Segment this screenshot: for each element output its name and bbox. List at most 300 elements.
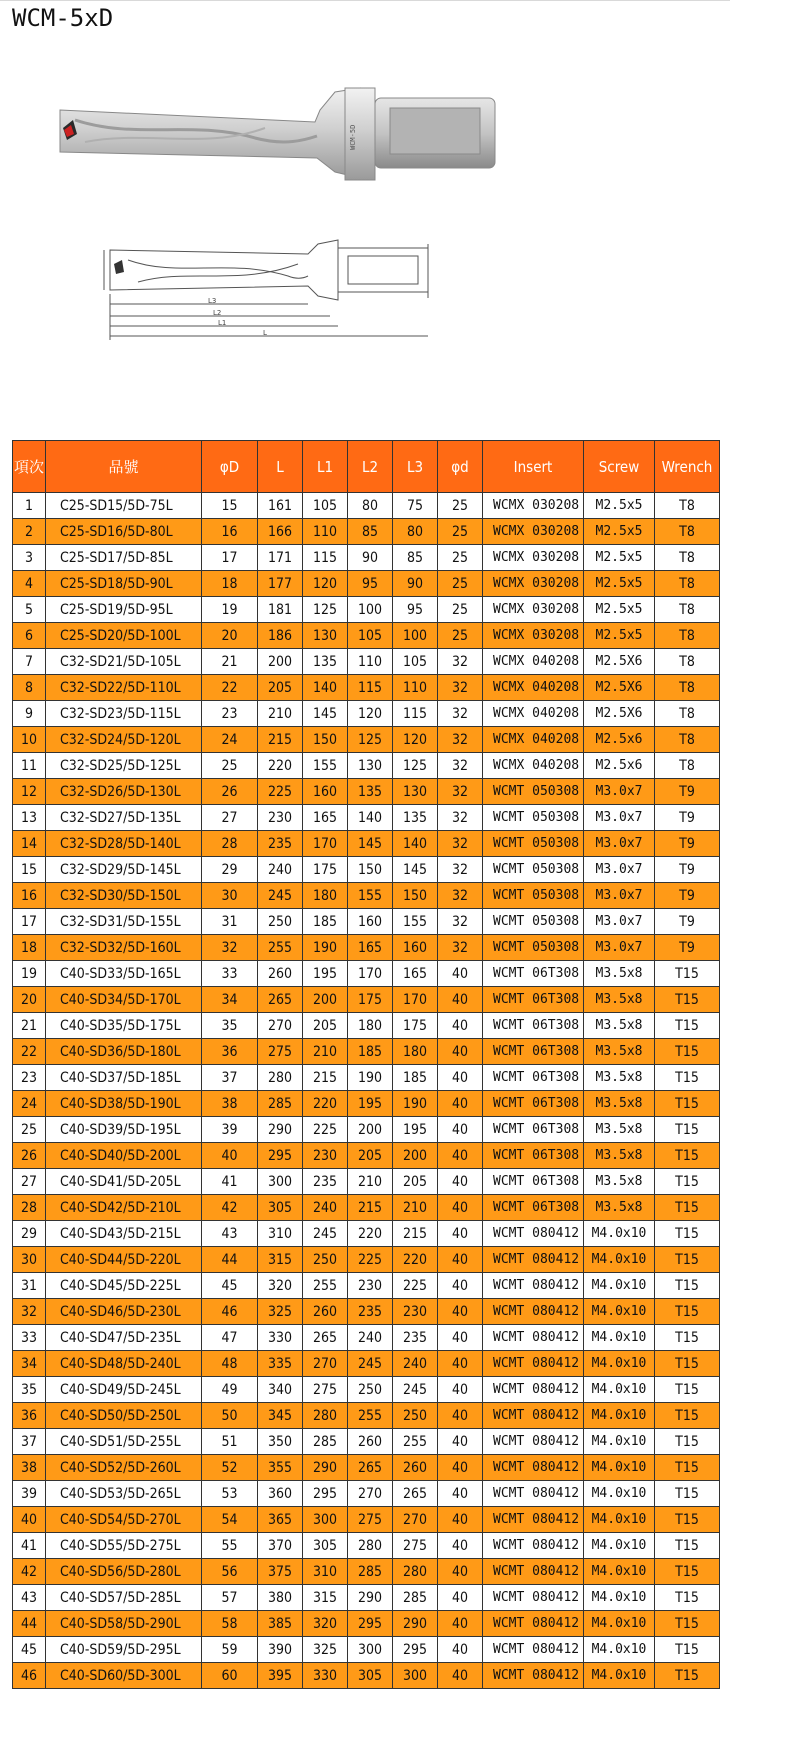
part-number-cell: C32-SD27/5D-135L <box>46 805 202 831</box>
table-row <box>13 1221 720 1247</box>
screw-size-cell: M2.5X6 <box>584 649 655 675</box>
diameter-D-cell: 40 <box>202 1143 258 1169</box>
length-L2-cell: 145 <box>348 831 393 857</box>
length-L-cell: 186 <box>258 623 303 649</box>
shank-diameter-cell: 32 <box>438 805 483 831</box>
row-number-cell: 46 <box>13 1663 46 1689</box>
part-number-cell: C40-SD34/5D-170L <box>46 987 202 1013</box>
length-L-cell: 255 <box>258 935 303 961</box>
wrench-size-cell: T15 <box>655 1403 720 1429</box>
length-L1-cell: 165 <box>303 805 348 831</box>
diameter-D-cell: 44 <box>202 1247 258 1273</box>
length-L3-cell: 95 <box>393 597 438 623</box>
length-L2-cell: 130 <box>348 753 393 779</box>
insert-code-cell: WCMT 050308 <box>483 779 584 805</box>
shank-diameter-cell: 32 <box>438 779 483 805</box>
length-L-cell: 235 <box>258 831 303 857</box>
part-number-cell: C40-SD48/5D-240L <box>46 1351 202 1377</box>
length-L3-cell: 130 <box>393 779 438 805</box>
row-number-cell: 45 <box>13 1637 46 1663</box>
table-row <box>13 597 720 623</box>
column-header: Insert <box>483 441 584 493</box>
wrench-size-cell: T15 <box>655 1455 720 1481</box>
length-L3-cell: 235 <box>393 1325 438 1351</box>
page-title: WCM-5xD <box>12 4 114 32</box>
screw-size-cell: M4.0x10 <box>584 1299 655 1325</box>
table-row <box>13 857 720 883</box>
diameter-D-cell: 46 <box>202 1299 258 1325</box>
length-L3-cell: 125 <box>393 753 438 779</box>
row-number-cell: 22 <box>13 1039 46 1065</box>
diameter-D-cell: 45 <box>202 1273 258 1299</box>
length-L3-cell: 215 <box>393 1221 438 1247</box>
shank-diameter-cell: 40 <box>438 961 483 987</box>
screw-size-cell: M4.0x10 <box>584 1481 655 1507</box>
svg-text:L2: L2 <box>213 309 222 317</box>
row-number-cell: 36 <box>13 1403 46 1429</box>
diameter-D-cell: 31 <box>202 909 258 935</box>
table-row <box>13 1299 720 1325</box>
length-L2-cell: 170 <box>348 961 393 987</box>
length-L2-cell: 140 <box>348 805 393 831</box>
screw-size-cell: M2.5x6 <box>584 727 655 753</box>
length-L-cell: 395 <box>258 1663 303 1689</box>
length-L-cell: 355 <box>258 1455 303 1481</box>
part-number-cell: C40-SD38/5D-190L <box>46 1091 202 1117</box>
length-L2-cell: 100 <box>348 597 393 623</box>
wrench-size-cell: T15 <box>655 1299 720 1325</box>
length-L3-cell: 195 <box>393 1117 438 1143</box>
length-L1-cell: 145 <box>303 701 348 727</box>
diameter-D-cell: 36 <box>202 1039 258 1065</box>
shank-diameter-cell: 32 <box>438 909 483 935</box>
diameter-D-cell: 38 <box>202 1091 258 1117</box>
length-L-cell: 215 <box>258 727 303 753</box>
screw-size-cell: M4.0x10 <box>584 1221 655 1247</box>
wrench-size-cell: T15 <box>655 1351 720 1377</box>
column-header: Wrench <box>655 441 720 493</box>
row-number-cell: 6 <box>13 623 46 649</box>
table-row <box>13 1065 720 1091</box>
screw-size-cell: M3.5x8 <box>584 961 655 987</box>
row-number-cell: 19 <box>13 961 46 987</box>
wrench-size-cell: T15 <box>655 1481 720 1507</box>
screw-size-cell: M3.0x7 <box>584 831 655 857</box>
length-L2-cell: 150 <box>348 857 393 883</box>
length-L1-cell: 180 <box>303 883 348 909</box>
screw-size-cell: M3.5x8 <box>584 987 655 1013</box>
shank-diameter-cell: 40 <box>438 1273 483 1299</box>
shank-diameter-cell: 32 <box>438 727 483 753</box>
table-row <box>13 883 720 909</box>
length-L-cell: 290 <box>258 1117 303 1143</box>
insert-code-cell: WCMT 080412 <box>483 1663 584 1689</box>
length-L1-cell: 135 <box>303 649 348 675</box>
insert-code-cell: WCMT 080412 <box>483 1585 584 1611</box>
length-L2-cell: 205 <box>348 1143 393 1169</box>
length-L-cell: 260 <box>258 961 303 987</box>
shank-diameter-cell: 40 <box>438 1663 483 1689</box>
wrench-size-cell: T9 <box>655 857 720 883</box>
length-L-cell: 245 <box>258 883 303 909</box>
part-number-cell: C25-SD16/5D-80L <box>46 519 202 545</box>
wrench-size-cell: T9 <box>655 779 720 805</box>
screw-size-cell: M3.5x8 <box>584 1143 655 1169</box>
insert-code-cell: WCMT 080412 <box>483 1221 584 1247</box>
shank-diameter-cell: 32 <box>438 883 483 909</box>
length-L2-cell: 105 <box>348 623 393 649</box>
length-L3-cell: 225 <box>393 1273 438 1299</box>
length-L3-cell: 205 <box>393 1169 438 1195</box>
screw-size-cell: M4.0x10 <box>584 1585 655 1611</box>
length-L1-cell: 245 <box>303 1221 348 1247</box>
diameter-D-cell: 22 <box>202 675 258 701</box>
screw-size-cell: M4.0x10 <box>584 1377 655 1403</box>
diameter-D-cell: 16 <box>202 519 258 545</box>
wrench-size-cell: T15 <box>655 1039 720 1065</box>
insert-code-cell: WCMT 06T308 <box>483 1091 584 1117</box>
diameter-D-cell: 56 <box>202 1559 258 1585</box>
diameter-D-cell: 50 <box>202 1403 258 1429</box>
length-L-cell: 220 <box>258 753 303 779</box>
length-L-cell: 325 <box>258 1299 303 1325</box>
length-L-cell: 295 <box>258 1143 303 1169</box>
insert-code-cell: WCMT 050308 <box>483 909 584 935</box>
length-L2-cell: 135 <box>348 779 393 805</box>
length-L1-cell: 170 <box>303 831 348 857</box>
length-L1-cell: 300 <box>303 1507 348 1533</box>
screw-size-cell: M4.0x10 <box>584 1533 655 1559</box>
length-L-cell: 370 <box>258 1533 303 1559</box>
length-L1-cell: 265 <box>303 1325 348 1351</box>
length-L3-cell: 145 <box>393 857 438 883</box>
part-number-cell: C32-SD32/5D-160L <box>46 935 202 961</box>
row-number-cell: 35 <box>13 1377 46 1403</box>
part-number-cell: C40-SD41/5D-205L <box>46 1169 202 1195</box>
diameter-D-cell: 53 <box>202 1481 258 1507</box>
screw-size-cell: M2.5x6 <box>584 753 655 779</box>
shank-diameter-cell: 40 <box>438 1377 483 1403</box>
length-L2-cell: 305 <box>348 1663 393 1689</box>
length-L1-cell: 315 <box>303 1585 348 1611</box>
length-L1-cell: 290 <box>303 1455 348 1481</box>
table-row <box>13 701 720 727</box>
length-L2-cell: 200 <box>348 1117 393 1143</box>
shank-diameter-cell: 40 <box>438 1533 483 1559</box>
length-L3-cell: 160 <box>393 935 438 961</box>
insert-code-cell: WCMT 050308 <box>483 831 584 857</box>
diameter-D-cell: 33 <box>202 961 258 987</box>
length-L3-cell: 285 <box>393 1585 438 1611</box>
row-number-cell: 33 <box>13 1325 46 1351</box>
length-L2-cell: 265 <box>348 1455 393 1481</box>
diameter-D-cell: 23 <box>202 701 258 727</box>
table-row <box>13 571 720 597</box>
table-row <box>13 493 720 519</box>
length-L1-cell: 275 <box>303 1377 348 1403</box>
wrench-size-cell: T8 <box>655 623 720 649</box>
length-L-cell: 280 <box>258 1065 303 1091</box>
shank-diameter-cell: 40 <box>438 1039 483 1065</box>
length-L-cell: 265 <box>258 987 303 1013</box>
table-row <box>13 1325 720 1351</box>
screw-size-cell: M4.0x10 <box>584 1559 655 1585</box>
length-L1-cell: 235 <box>303 1169 348 1195</box>
length-L-cell: 360 <box>258 1481 303 1507</box>
diameter-D-cell: 41 <box>202 1169 258 1195</box>
diameter-D-cell: 18 <box>202 571 258 597</box>
row-number-cell: 24 <box>13 1091 46 1117</box>
length-L1-cell: 230 <box>303 1143 348 1169</box>
insert-code-cell: WCMT 080412 <box>483 1455 584 1481</box>
row-number-cell: 14 <box>13 831 46 857</box>
row-number-cell: 10 <box>13 727 46 753</box>
screw-size-cell: M4.0x10 <box>584 1611 655 1637</box>
row-number-cell: 39 <box>13 1481 46 1507</box>
part-number-cell: C32-SD25/5D-125L <box>46 753 202 779</box>
insert-code-cell: WCMT 080412 <box>483 1481 584 1507</box>
column-header: φd <box>438 441 483 493</box>
shank-diameter-cell: 32 <box>438 857 483 883</box>
row-number-cell: 2 <box>13 519 46 545</box>
table-row <box>13 1507 720 1533</box>
table-row <box>13 753 720 779</box>
screw-size-cell: M3.0x7 <box>584 935 655 961</box>
length-L2-cell: 235 <box>348 1299 393 1325</box>
insert-code-cell: WCMT 06T308 <box>483 961 584 987</box>
shank-diameter-cell: 40 <box>438 1351 483 1377</box>
part-number-cell: C40-SD49/5D-245L <box>46 1377 202 1403</box>
length-L2-cell: 245 <box>348 1351 393 1377</box>
length-L3-cell: 155 <box>393 909 438 935</box>
wrench-size-cell: T9 <box>655 883 720 909</box>
insert-code-cell: WCMT 050308 <box>483 805 584 831</box>
length-L3-cell: 260 <box>393 1455 438 1481</box>
length-L2-cell: 270 <box>348 1481 393 1507</box>
column-header: Screw <box>584 441 655 493</box>
screw-size-cell: M4.0x10 <box>584 1663 655 1689</box>
screw-size-cell: M3.5x8 <box>584 1195 655 1221</box>
part-number-cell: C25-SD19/5D-95L <box>46 597 202 623</box>
insert-code-cell: WCMT 080412 <box>483 1351 584 1377</box>
length-L3-cell: 290 <box>393 1611 438 1637</box>
shank-diameter-cell: 40 <box>438 1403 483 1429</box>
part-number-cell: C40-SD39/5D-195L <box>46 1117 202 1143</box>
part-number-cell: C40-SD46/5D-230L <box>46 1299 202 1325</box>
column-header: L <box>258 441 303 493</box>
table-row <box>13 1611 720 1637</box>
length-L2-cell: 190 <box>348 1065 393 1091</box>
top-divider <box>0 0 730 1</box>
shank-diameter-cell: 40 <box>438 987 483 1013</box>
part-number-cell: C40-SD40/5D-200L <box>46 1143 202 1169</box>
shank-diameter-cell: 40 <box>438 1507 483 1533</box>
length-L-cell: 285 <box>258 1091 303 1117</box>
diameter-D-cell: 48 <box>202 1351 258 1377</box>
part-number-cell: C40-SD37/5D-185L <box>46 1065 202 1091</box>
wrench-size-cell: T15 <box>655 1663 720 1689</box>
table-row <box>13 779 720 805</box>
insert-code-cell: WCMT 06T308 <box>483 1195 584 1221</box>
table-row <box>13 1455 720 1481</box>
row-number-cell: 28 <box>13 1195 46 1221</box>
shank-diameter-cell: 40 <box>438 1221 483 1247</box>
length-L1-cell: 115 <box>303 545 348 571</box>
length-L3-cell: 170 <box>393 987 438 1013</box>
length-L-cell: 181 <box>258 597 303 623</box>
part-number-cell: C40-SD42/5D-210L <box>46 1195 202 1221</box>
length-L-cell: 305 <box>258 1195 303 1221</box>
length-L-cell: 210 <box>258 701 303 727</box>
diameter-D-cell: 24 <box>202 727 258 753</box>
length-L1-cell: 325 <box>303 1637 348 1663</box>
insert-code-cell: WCMX 030208 <box>483 571 584 597</box>
length-L3-cell: 150 <box>393 883 438 909</box>
diameter-D-cell: 20 <box>202 623 258 649</box>
insert-code-cell: WCMT 06T308 <box>483 1013 584 1039</box>
diameter-D-cell: 52 <box>202 1455 258 1481</box>
length-L3-cell: 265 <box>393 1481 438 1507</box>
shank-diameter-cell: 40 <box>438 1611 483 1637</box>
length-L2-cell: 230 <box>348 1273 393 1299</box>
length-L-cell: 161 <box>258 493 303 519</box>
shank-diameter-cell: 32 <box>438 753 483 779</box>
part-number-cell: C25-SD15/5D-75L <box>46 493 202 519</box>
length-L3-cell: 140 <box>393 831 438 857</box>
shank-diameter-cell: 25 <box>438 597 483 623</box>
shank-diameter-cell: 40 <box>438 1143 483 1169</box>
length-L1-cell: 295 <box>303 1481 348 1507</box>
length-L-cell: 205 <box>258 675 303 701</box>
length-L3-cell: 165 <box>393 961 438 987</box>
insert-code-cell: WCMT 080412 <box>483 1403 584 1429</box>
insert-code-cell: WCMT 080412 <box>483 1377 584 1403</box>
screw-size-cell: M2.5x5 <box>584 519 655 545</box>
length-L1-cell: 125 <box>303 597 348 623</box>
wrench-size-cell: T15 <box>655 1533 720 1559</box>
length-L3-cell: 300 <box>393 1663 438 1689</box>
screw-size-cell: M3.0x7 <box>584 909 655 935</box>
table-row <box>13 727 720 753</box>
length-L2-cell: 85 <box>348 519 393 545</box>
table-row <box>13 1143 720 1169</box>
table-header-row <box>13 441 720 493</box>
table-row <box>13 935 720 961</box>
column-header: L2 <box>348 441 393 493</box>
insert-code-cell: WCMX 040208 <box>483 649 584 675</box>
diameter-D-cell: 19 <box>202 597 258 623</box>
diameter-D-cell: 30 <box>202 883 258 909</box>
shank-diameter-cell: 40 <box>438 1481 483 1507</box>
length-L1-cell: 205 <box>303 1013 348 1039</box>
part-number-cell: C40-SD56/5D-280L <box>46 1559 202 1585</box>
screw-size-cell: M3.5x8 <box>584 1169 655 1195</box>
specification-table <box>12 440 720 1689</box>
part-number-cell: C40-SD35/5D-175L <box>46 1013 202 1039</box>
insert-code-cell: WCMT 050308 <box>483 857 584 883</box>
length-L-cell: 375 <box>258 1559 303 1585</box>
length-L-cell: 240 <box>258 857 303 883</box>
length-L3-cell: 255 <box>393 1429 438 1455</box>
length-L1-cell: 130 <box>303 623 348 649</box>
length-L-cell: 230 <box>258 805 303 831</box>
insert-code-cell: WCMT 06T308 <box>483 1143 584 1169</box>
table-row <box>13 1039 720 1065</box>
svg-text:L: L <box>263 329 267 337</box>
part-number-cell: C32-SD24/5D-120L <box>46 727 202 753</box>
screw-size-cell: M2.5x5 <box>584 597 655 623</box>
screw-size-cell: M3.5x8 <box>584 1117 655 1143</box>
length-L1-cell: 185 <box>303 909 348 935</box>
table-row <box>13 1429 720 1455</box>
length-L2-cell: 180 <box>348 1013 393 1039</box>
table-row <box>13 909 720 935</box>
length-L1-cell: 320 <box>303 1611 348 1637</box>
table-row <box>13 805 720 831</box>
row-number-cell: 30 <box>13 1247 46 1273</box>
length-L3-cell: 180 <box>393 1039 438 1065</box>
row-number-cell: 15 <box>13 857 46 883</box>
diameter-D-cell: 32 <box>202 935 258 961</box>
row-number-cell: 41 <box>13 1533 46 1559</box>
row-number-cell: 1 <box>13 493 46 519</box>
length-L2-cell: 165 <box>348 935 393 961</box>
part-number-cell: C40-SD58/5D-290L <box>46 1611 202 1637</box>
part-number-cell: C32-SD30/5D-150L <box>46 883 202 909</box>
svg-text:L1: L1 <box>218 319 227 327</box>
diameter-D-cell: 29 <box>202 857 258 883</box>
insert-code-cell: WCMX 030208 <box>483 597 584 623</box>
length-L1-cell: 255 <box>303 1273 348 1299</box>
length-L-cell: 315 <box>258 1247 303 1273</box>
wrench-size-cell: T15 <box>655 1065 720 1091</box>
shank-diameter-cell: 40 <box>438 1429 483 1455</box>
row-number-cell: 25 <box>13 1117 46 1143</box>
diameter-D-cell: 51 <box>202 1429 258 1455</box>
length-L-cell: 390 <box>258 1637 303 1663</box>
length-L-cell: 320 <box>258 1273 303 1299</box>
length-L-cell: 365 <box>258 1507 303 1533</box>
wrench-size-cell: T9 <box>655 909 720 935</box>
part-number-cell: C40-SD36/5D-180L <box>46 1039 202 1065</box>
length-L3-cell: 250 <box>393 1403 438 1429</box>
wrench-size-cell: T15 <box>655 1143 720 1169</box>
insert-code-cell: WCMT 080412 <box>483 1429 584 1455</box>
length-L1-cell: 285 <box>303 1429 348 1455</box>
screw-size-cell: M3.0x7 <box>584 779 655 805</box>
length-L3-cell: 230 <box>393 1299 438 1325</box>
diameter-D-cell: 15 <box>202 493 258 519</box>
length-L-cell: 270 <box>258 1013 303 1039</box>
table-row <box>13 961 720 987</box>
table-row <box>13 831 720 857</box>
row-number-cell: 20 <box>13 987 46 1013</box>
diameter-D-cell: 42 <box>202 1195 258 1221</box>
shank-diameter-cell: 40 <box>438 1065 483 1091</box>
row-number-cell: 43 <box>13 1585 46 1611</box>
length-L-cell: 385 <box>258 1611 303 1637</box>
row-number-cell: 16 <box>13 883 46 909</box>
part-number-cell: C25-SD17/5D-85L <box>46 545 202 571</box>
length-L3-cell: 190 <box>393 1091 438 1117</box>
length-L2-cell: 80 <box>348 493 393 519</box>
wrench-size-cell: T15 <box>655 1325 720 1351</box>
length-L-cell: 345 <box>258 1403 303 1429</box>
insert-code-cell: WCMT 050308 <box>483 883 584 909</box>
length-L1-cell: 120 <box>303 571 348 597</box>
length-L3-cell: 210 <box>393 1195 438 1221</box>
length-L2-cell: 120 <box>348 701 393 727</box>
